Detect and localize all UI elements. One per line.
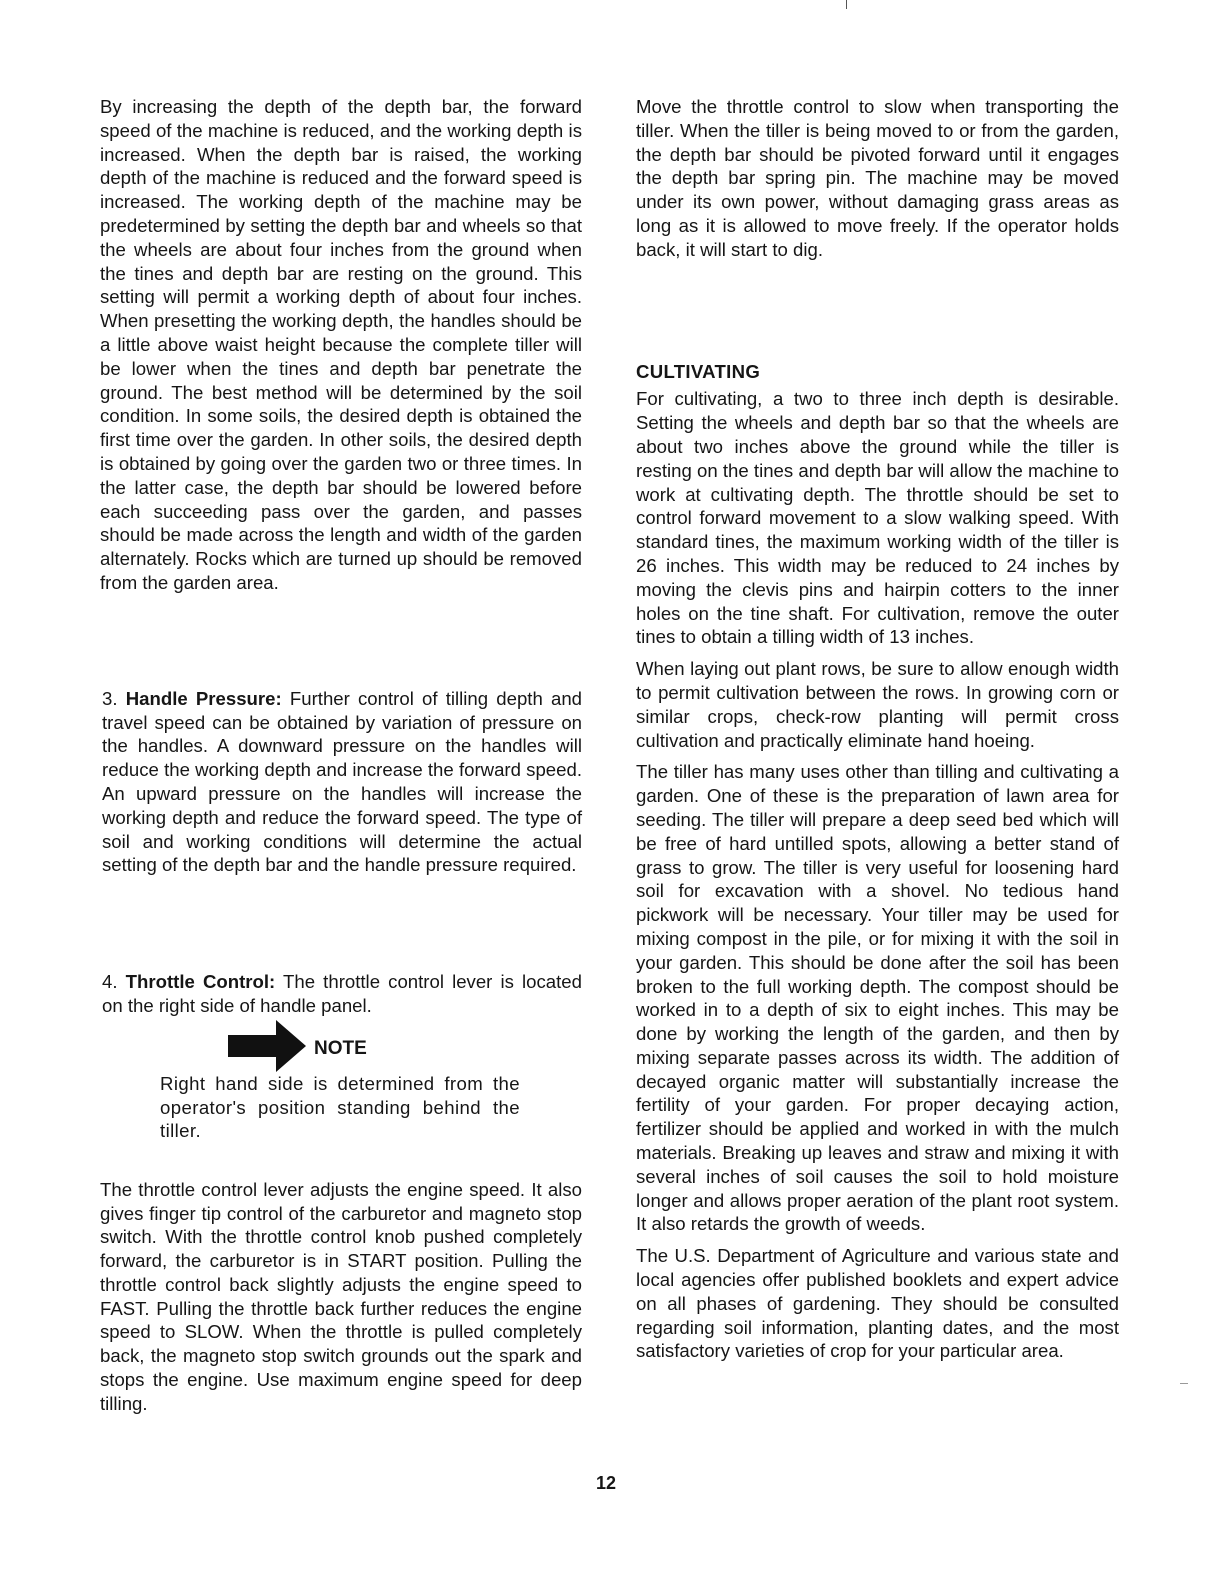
note-header — [228, 1020, 367, 1072]
throttle-lever-paragraph: The throttle control lever adjusts the engine speed. It also gives finger tip control of the carburetor and magneto stop switch. With the throttle control knob pushed completely forward, the carburetor is in START position. Pulling the throttle control back slightly adjusts the engine speed to FAST. Pulling the throttle back further reduces the engine speed to SLOW. When the throttle is pulled completely back, the magneto stop switch grounds out the spark and stops the engine. Use maximum engine speed for deep tilling. — [100, 1178, 582, 1414]
plant-rows-paragraph: When laying out plant rows, be sure to allow enough width to permit cultivation between the rows. In growing corn or similar crops, check-row planting will permit cross cultivation and practically eliminate hand hoeing. — [636, 658, 1119, 751]
handle-pressure-item — [100, 687, 582, 877]
usda-paragraph: The U.S. Department of Agriculture and various state and local agencies offer published booklets and expert advice on all phases of gardening. They should be consulted regarding soil information, planting dates, and the most satisfactory varieties of crop for your particular area. — [636, 1245, 1119, 1362]
throttle-control-title: Throttle Control: — [125, 971, 276, 993]
handle-pressure-number: 3. — [102, 687, 118, 709]
throttle-control-text: The throttle control lever is located on the right side of handle panel. — [102, 971, 582, 1016]
scan-mark — [1180, 1383, 1188, 1384]
cultivating-paragraph: For cultivating, a two to three inch depth is desirable. Setting the wheels and depth bar so that the wheels are about two inches above the ground while the tiller is resting on the tines and depth bar will allow the machine to work at cultivating depth. The throttle should be set to control forward movement to a slow walking speed. With standard tines, the maximum working width of the tiller is 26 inches. This width may be reduced to 24 inches by moving the clevis pins and hairpin cotters to the inner holes on the tine shaft. For cultivation, remove the outer tines to obtain a tilling width of 13 inches. — [636, 388, 1119, 648]
throttle-control-item — [100, 970, 582, 1018]
right-arrow-icon — [228, 1020, 306, 1072]
note-text: Right hand side is determined from the operator's position standing behind the tiller. — [160, 1072, 520, 1142]
scan-mark — [846, 0, 847, 9]
transport-paragraph: Move the throttle control to slow when transporting the tiller. When the tiller is being moved to or from the garden, the depth bar should be pivoted forward until it engages the depth bar spring pin. The machine may be moved under its own power, without damaging grass areas as long as it is allowed to move freely. If the operator holds back, it will start to dig. — [636, 96, 1119, 260]
depth-bar-paragraph: By increasing the depth of the depth bar, the forward speed of the machine is reduced, and the working depth is increased. When the depth bar is raised, the working depth of the machine is reduced and the forward speed is increased. The working depth of the machine may be predetermined by setting the depth bar and wheels so that the wheels are about four inches from the ground when the tines and depth bar are resting on the ground. This setting will permit a working depth of about four inches. When presetting the working depth, the handles should be a little above waist height because the complete tiller will be lower when the tines and depth bar penetrate the ground. The best method will be determined by the soil condition. In some soils, the desired depth is obtained the first time over the garden. In other soils, the desired depth is obtained by going over the garden two or three times. In the latter case, the depth bar should be lowered before each succeeding pass over the garden, and passes should be made across the length and width of the garden alternately. Rocks which are turned up should be removed from the garden area. — [100, 96, 582, 593]
tiller-uses-paragraph: The tiller has many uses other than tilling and cultivating a garden. One of these is the preparation of lawn area for seeding. The tiller will prepare a deep seed bed which will be free of hard untilled spots, allowing a better stand of grass to grow. The tiller is very useful for loosening hard soil for excavation with a shovel. No tedious hand pickwork will be necessary. Your tiller may be used for mixing compost in the pile, or for mixing it with the soil in your garden. This should be done after the soil has been broken to the full working depth. The compost should be worked in to a depth of six to eight inches. This may be done by working the length of the garden, and then by mixing separate passes across its width. The addition of decayed organic matter will substantially increase the fertility of your garden. For proper decaying action, fertilizer should be applied and worked in with the mulch materials. Breaking up leaves and straw and mixing it with several inches of soil causes the soil to hold moisture longer and allows proper aeration of the plant root system. It also retards the growth of weeds. — [636, 761, 1119, 1235]
note-label: NOTE — [314, 1037, 367, 1059]
handle-pressure-title: Handle Pressure: — [125, 687, 282, 709]
cultivating-heading: CULTIVATING — [636, 360, 761, 382]
throttle-control-number: 4. — [102, 971, 118, 993]
right-column — [636, 95, 1119, 1363]
page-number: 12 — [595, 1473, 617, 1493]
left-column — [100, 95, 582, 1416]
handle-pressure-text: Further control of tilling depth and travel speed can be obtained by variation of pressure on the handles. A downward pressure on the handles will reduce the working depth and increase the forward speed. An upward pressure on the handles will increase the working depth and reduce the forward speed. The type of soil and working conditions will determine the actual setting of the depth bar and the handle pressure required. — [102, 687, 583, 876]
